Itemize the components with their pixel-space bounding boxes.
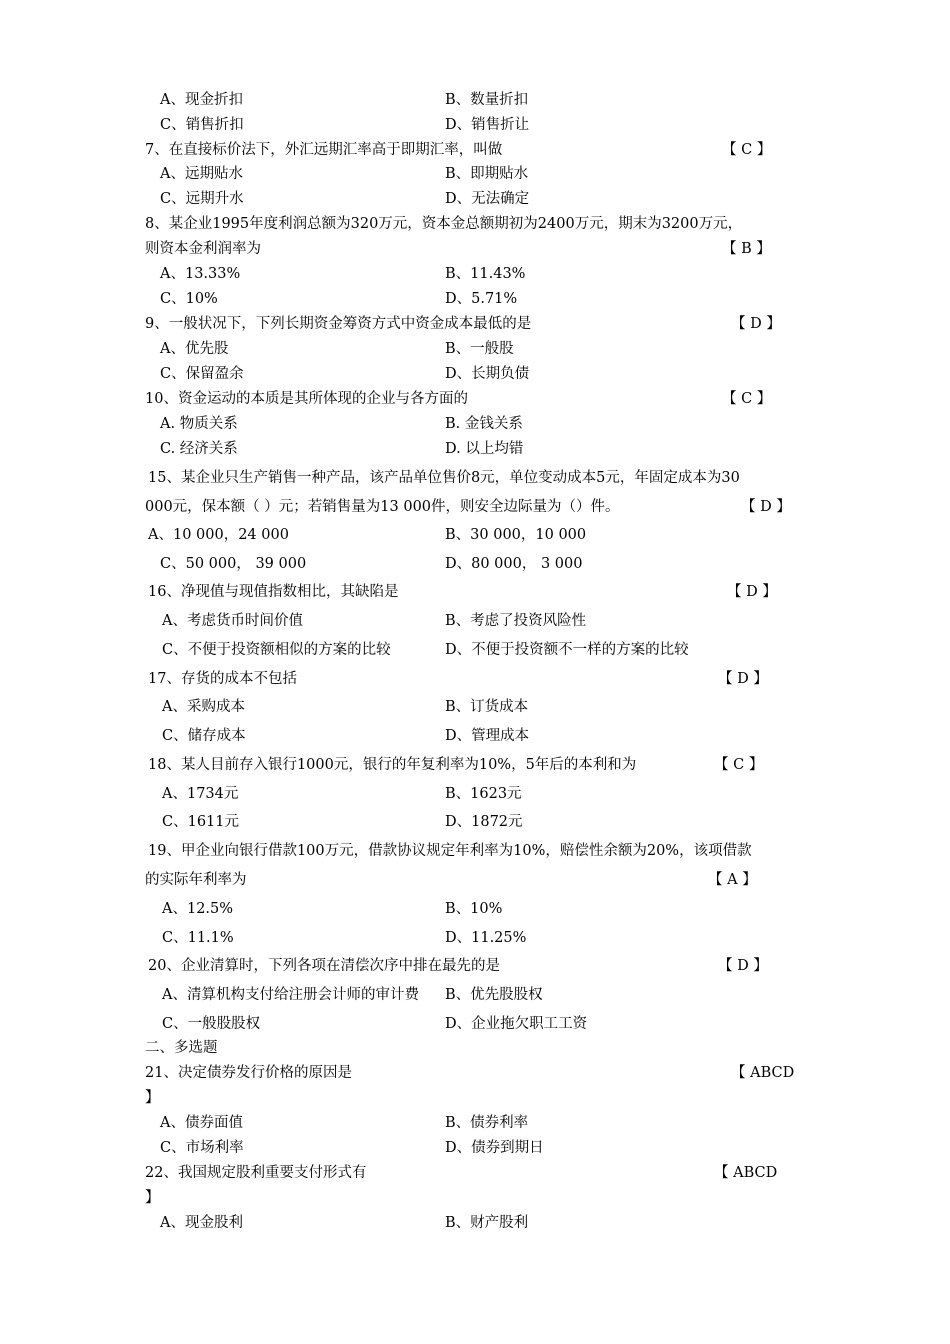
option-line (0, 437, 950, 461)
option-d: D、不便于投资额不一样的方案的比较 (445, 642, 689, 658)
answer-bracket: 【 ABCD (714, 1165, 778, 1181)
option-line (0, 162, 950, 186)
option-d: D、管理成本 (445, 728, 530, 744)
option-b: B、优先股股权 (445, 987, 543, 1003)
option-d: D、销售折让 (445, 117, 530, 133)
question-text: 21、决定债券发行价格的原因是 (145, 1065, 352, 1081)
option-line (0, 337, 950, 361)
question-line (0, 212, 950, 236)
question-text: 9、一般状况下，下列长期资金筹资方式中资金成本最低的是 (145, 316, 532, 332)
option-line (0, 724, 950, 748)
question-line (0, 138, 950, 162)
option-line (0, 638, 950, 662)
option-a: A、考虑货币时间价值 (162, 613, 303, 629)
option-b: B、即期贴水 (445, 166, 529, 182)
option-line (0, 695, 950, 719)
option-line (0, 609, 950, 633)
option-line (0, 1211, 950, 1235)
question-line (0, 495, 950, 519)
question-text: 000元，保本额（ ）元；若销售量为13 000件，则安全边际量为（）件。 (145, 499, 620, 515)
question-line (0, 1086, 950, 1110)
section-title: 二、多选题 (145, 1040, 218, 1056)
option-d: D、5.71% (445, 291, 518, 307)
question-text: 17、存货的成本不包括 (148, 671, 297, 687)
answer-bracket: 【 D 】 (741, 499, 791, 515)
answer-bracket: 【 D 】 (718, 671, 768, 687)
option-a: A、13.33% (160, 266, 241, 282)
question-line (0, 667, 950, 691)
question-text: 的实际年利率为 (145, 872, 247, 888)
answer-bracket: 【 D 】 (718, 958, 768, 974)
option-line (0, 552, 950, 576)
option-d: D、债券到期日 (445, 1140, 544, 1156)
option-line (0, 926, 950, 950)
option-c: C、11.1% (162, 930, 234, 946)
question-text: 16、净现值与现值指数相比，其缺陷是 (148, 584, 399, 600)
option-d: D. 以上均错 (445, 441, 524, 457)
option-line (0, 810, 950, 834)
option-line (0, 287, 950, 311)
option-line (0, 1136, 950, 1160)
option-d: D、无法确定 (445, 191, 530, 207)
question-line (0, 387, 950, 411)
option-b: B、数量折扣 (445, 92, 529, 108)
question-text: 22、我国规定股利重要支付形式有 (145, 1165, 367, 1181)
option-c: C、10% (160, 291, 218, 307)
question-text: 18、某人目前存入银行1000元，银行的年复利率为10%，5年后的本利和为 (148, 757, 637, 773)
answer-bracket: 【 C 】 (722, 142, 772, 158)
question-line (0, 312, 950, 336)
question-line (0, 954, 950, 978)
question-text: 8、某企业1995年度利润总额为320万元，资本金总额期初为2400万元，期末为3200万元， (145, 216, 743, 232)
option-a: A、现金股利 (160, 1215, 243, 1231)
option-line (0, 88, 950, 112)
option-a: A、采购成本 (162, 699, 245, 715)
question-line (0, 1186, 950, 1210)
option-b: B、10% (445, 901, 503, 917)
option-d: D、企业拖欠职工工资 (445, 1016, 588, 1032)
option-c: C、1611元 (162, 814, 239, 830)
option-line (0, 523, 950, 547)
question-text: 20、企业清算时，下列各项在清偿次序中排在最先的是 (148, 958, 500, 974)
bracket-close: 】 (145, 1190, 160, 1206)
option-a: A、12.5% (162, 901, 234, 917)
answer-bracket: 【 D 】 (731, 316, 781, 332)
option-a: A、10 000，24 000 (148, 527, 289, 543)
option-b: B、30 000，10 000 (445, 527, 587, 543)
option-b: B、订货成本 (445, 699, 529, 715)
question-line (0, 868, 950, 892)
answer-bracket: 【 B 】 (722, 241, 771, 257)
option-c: C、保留盈余 (160, 366, 244, 382)
option-c: C、储存成本 (162, 728, 246, 744)
option-line (0, 897, 950, 921)
option-line (0, 1111, 950, 1135)
option-c: C、市场利率 (160, 1140, 244, 1156)
answer-bracket: 【 C 】 (714, 757, 764, 773)
option-line (0, 262, 950, 286)
option-a: A、1734元 (162, 786, 239, 802)
answer-bracket: 【 C 】 (722, 391, 772, 407)
option-b: B、一般股 (445, 341, 514, 357)
option-b: B、债券利率 (445, 1115, 529, 1131)
question-text: 15、某企业只生产销售一种产品，该产品单位售价8元，单位变动成本5元，年固定成本为30 (148, 470, 740, 486)
option-line (0, 1012, 950, 1036)
option-c: C、远期升水 (160, 191, 244, 207)
option-a: A、债券面值 (160, 1115, 243, 1131)
option-b: B、财产股利 (445, 1215, 529, 1231)
option-line (0, 983, 950, 1007)
option-d: D、11.25% (445, 930, 527, 946)
answer-bracket: 【 D 】 (727, 584, 777, 600)
option-c: C、一般股股权 (162, 1016, 261, 1032)
option-d: D、80 000， 3 000 (445, 556, 583, 572)
option-a: A. 物质关系 (160, 416, 238, 432)
question-line (0, 839, 950, 863)
option-b: B. 金钱关系 (445, 416, 523, 432)
option-line (0, 187, 950, 211)
question-text: 10、资金运动的本质是其所体现的企业与各方面的 (145, 391, 468, 407)
answer-bracket: 【 A 】 (708, 872, 757, 888)
option-c: C、销售折扣 (160, 117, 244, 133)
option-d: D、1872元 (445, 814, 523, 830)
option-line (0, 782, 950, 806)
question-line (0, 466, 950, 490)
option-line (0, 362, 950, 386)
question-line (0, 580, 950, 604)
option-c: C. 经济关系 (160, 441, 238, 457)
question-text: 19、甲企业向银行借款100万元，借款协议规定年利率为10%，赔偿性余额为20%，该项借款 (148, 843, 752, 859)
question-line (0, 753, 950, 777)
option-b: B、11.43% (445, 266, 526, 282)
question-text: 7、在直接标价法下，外汇远期汇率高于即期汇率，叫做 (145, 142, 503, 158)
option-c: C、不便于投资额相似的方案的比较 (162, 642, 391, 658)
option-a: A、清算机构支付给注册会计师的审计费 (162, 987, 419, 1003)
question-line (0, 1061, 950, 1085)
option-a: A、优先股 (160, 341, 229, 357)
option-b: B、考虑了投资风险性 (445, 613, 587, 629)
section-heading (0, 1036, 950, 1060)
question-text: 则资本金利润率为 (145, 241, 261, 257)
option-line (0, 113, 950, 137)
option-line (0, 412, 950, 436)
option-a: A、现金折扣 (160, 92, 243, 108)
answer-bracket: 【 ABCD (731, 1065, 795, 1081)
option-b: B、1623元 (445, 786, 522, 802)
question-line (0, 237, 950, 261)
option-c: C、50 000， 39 000 (160, 556, 307, 572)
option-d: D、长期负债 (445, 366, 530, 382)
bracket-close: 】 (145, 1090, 160, 1106)
option-a: A、远期贴水 (160, 166, 243, 182)
question-line (0, 1161, 950, 1185)
